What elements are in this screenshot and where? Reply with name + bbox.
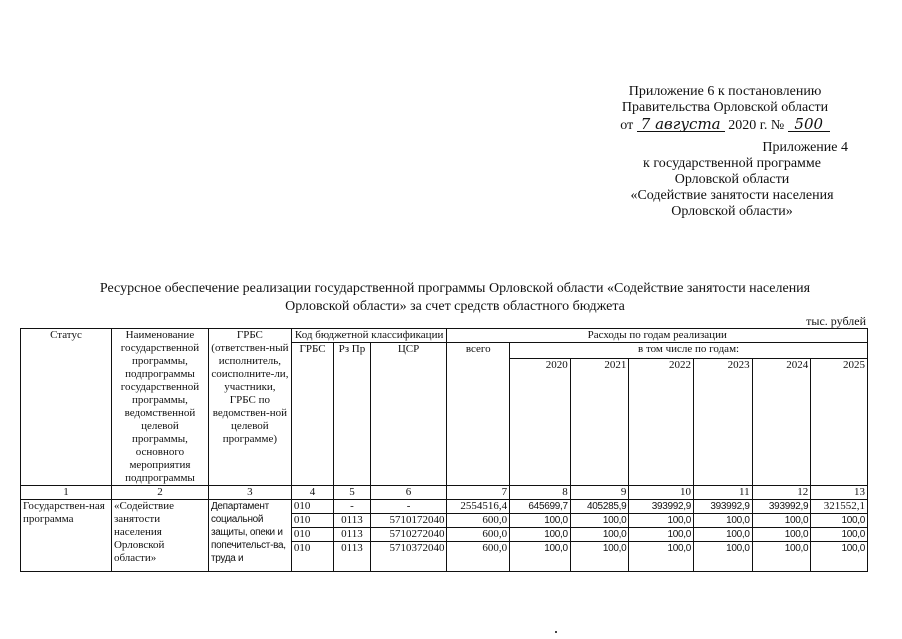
header-code-grbs: ГРБС — [291, 343, 333, 486]
cell-grbs: 010 — [291, 514, 333, 528]
cell-2023: 100,0 — [694, 528, 753, 542]
header-year: 2020 — [510, 359, 571, 486]
document-title — [40, 280, 870, 316]
cell-2024: 100,0 — [752, 514, 811, 528]
from-label: от — [620, 118, 634, 133]
cell-csr: 5710272040 — [370, 528, 447, 542]
appendix-4-line1: Приложение 4 — [762, 140, 848, 155]
cell-2021: 100,0 — [570, 514, 629, 528]
header-year: 2024 — [752, 359, 811, 486]
col-number: 2 — [111, 486, 208, 500]
cell-2020: 100,0 — [510, 528, 571, 542]
grbs-cell: Департамент социальной защиты, опеки и попечительст-ва, труда и — [208, 500, 291, 572]
scan-speck — [555, 631, 557, 633]
column-numbers-row — [21, 486, 868, 500]
title-line1: Ресурсное обеспечение реализации государственной программы Орловской области «Содействие занятости населения — [99, 281, 811, 296]
col-number: 6 — [370, 486, 447, 500]
cell-2022: 100,0 — [629, 542, 694, 572]
cell-2025: 100,0 — [811, 528, 868, 542]
cell-total: 600,0 — [447, 528, 510, 542]
cell-rzpr: 0113 — [334, 514, 370, 528]
cell-grbs: 010 — [291, 528, 333, 542]
year-text: 2020 г. № — [728, 118, 785, 133]
cell-2022: 100,0 — [629, 528, 694, 542]
cell-2025: 100,0 — [811, 542, 868, 572]
header-row-1 — [21, 329, 868, 343]
appendix-4-line5: Орловской области» — [671, 204, 793, 219]
cell-2021: 100,0 — [570, 542, 629, 572]
cell-2020: 100,0 — [510, 514, 571, 528]
header-grbs: ГРБС (ответствен-ный исполнитель, соисполните-ли, участники, ГРБС по ведомствен-ной целевой программе) — [208, 329, 291, 486]
handwritten-date: 7 августа — [637, 118, 725, 132]
cell-csr: - — [370, 500, 447, 514]
appendix-4-header — [612, 140, 852, 220]
cell-2022: 100,0 — [629, 514, 694, 528]
col-number: 12 — [752, 486, 811, 500]
cell-2024: 393992,9 — [752, 500, 811, 514]
appendix-6-header — [600, 84, 850, 134]
cell-2021: 100,0 — [570, 528, 629, 542]
cell-csr: 5710372040 — [370, 542, 447, 572]
handwritten-number: 500 — [788, 118, 830, 132]
cell-rzpr: 0113 — [334, 542, 370, 572]
appendix-4-line2: к государственной программе — [643, 156, 821, 171]
appendix-4-line4: «Содействие занятости населения — [630, 188, 834, 203]
header-by-years: в том числе по годам: — [510, 343, 868, 359]
cell-grbs: 010 — [291, 500, 333, 514]
col-number: 8 — [510, 486, 571, 500]
col-number: 9 — [570, 486, 629, 500]
appendix-6-line2: Правительства Орловской области — [621, 100, 829, 115]
status-cell: Государствен-ная программа — [21, 500, 112, 572]
col-number: 7 — [447, 486, 510, 500]
header-year: 2021 — [570, 359, 629, 486]
col-number: 1 — [21, 486, 112, 500]
col-number: 5 — [334, 486, 370, 500]
header-year: 2023 — [694, 359, 753, 486]
header-status: Статус — [21, 329, 112, 486]
appendix-6-line1: Приложение 6 к постановлению — [628, 84, 822, 99]
cell-2022: 393992,9 — [629, 500, 694, 514]
col-number: 3 — [208, 486, 291, 500]
cell-2023: 100,0 — [694, 514, 753, 528]
cell-2024: 100,0 — [752, 528, 811, 542]
cell-2025: 321552,1 — [811, 500, 868, 514]
cell-rzpr: 0113 — [334, 528, 370, 542]
program-name-cell: «Содействие занятости населения Орловской области» — [111, 500, 208, 572]
cell-total: 600,0 — [447, 514, 510, 528]
header-budget-code: Код бюджетной классификации — [291, 329, 447, 343]
cell-total: 600,0 — [447, 542, 510, 572]
appendix-4-line3: Орловской области — [674, 172, 790, 187]
header-name: Наименование государственной программы, подпрограммы государственной программы, ведомственной целевой программы, основного мероприятия подпрограммы — [111, 329, 208, 486]
header-year: 2025 — [811, 359, 868, 486]
header-code-rzpr: Рз Пр — [334, 343, 370, 486]
cell-2024: 100,0 — [752, 542, 811, 572]
appendix-6-date-line — [600, 115, 850, 134]
cell-rzpr: - — [334, 500, 370, 514]
header-total: всего — [447, 343, 510, 486]
title-line2: Орловской области» за счет средств областного бюджета — [285, 299, 625, 314]
cell-2020: 100,0 — [510, 542, 571, 572]
cell-2025: 100,0 — [811, 514, 868, 528]
cell-2023: 100,0 — [694, 542, 753, 572]
resource-table — [20, 328, 868, 572]
col-number: 4 — [291, 486, 333, 500]
cell-grbs: 010 — [291, 542, 333, 572]
cell-2023: 393992,9 — [694, 500, 753, 514]
col-number: 11 — [694, 486, 753, 500]
cell-2021: 405285,9 — [570, 500, 629, 514]
cell-csr: 5710172040 — [370, 514, 447, 528]
unit-label: тыс. рублей — [806, 314, 866, 328]
cell-2020: 645699,7 — [510, 500, 571, 514]
cell-total: 2554516,4 — [447, 500, 510, 514]
header-code-csr: ЦСР — [370, 343, 447, 486]
header-expenses: Расходы по годам реализации — [447, 329, 868, 343]
col-number: 13 — [811, 486, 868, 500]
col-number: 10 — [629, 486, 694, 500]
table-row — [21, 500, 868, 514]
header-year: 2022 — [629, 359, 694, 486]
